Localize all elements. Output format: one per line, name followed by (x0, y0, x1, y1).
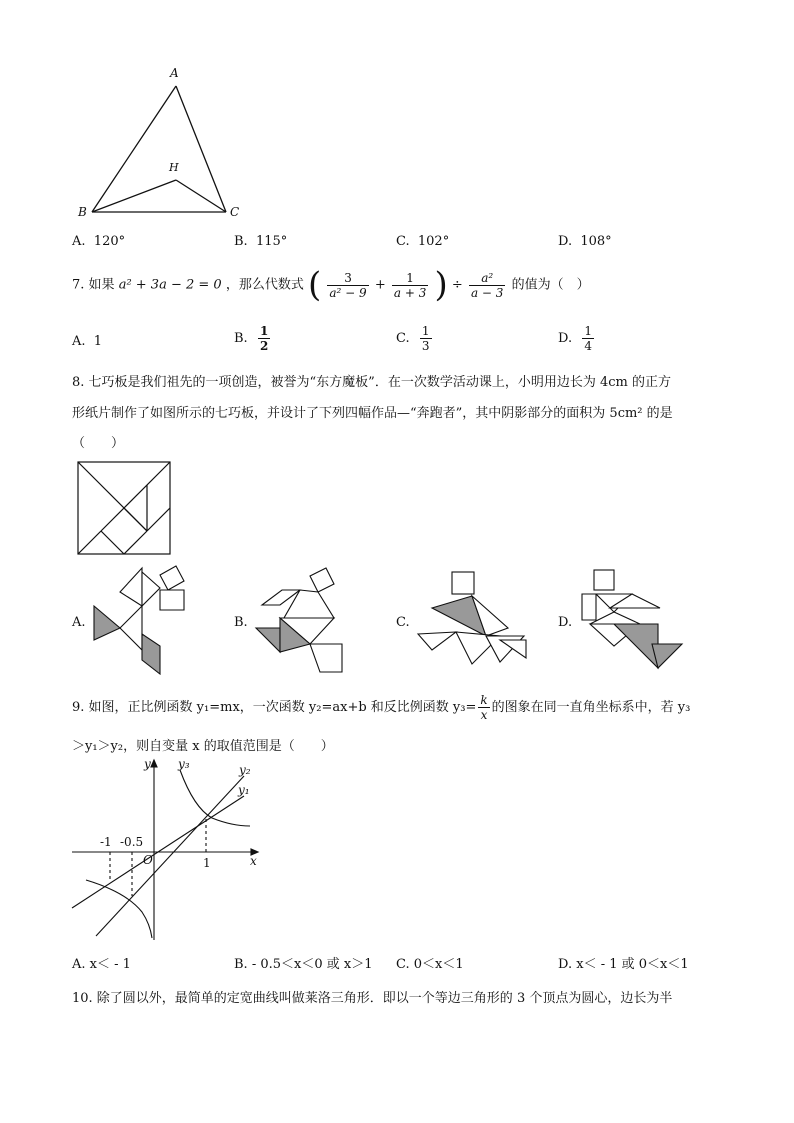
q8-option-c[interactable]: C. (396, 615, 410, 630)
q7-frac3: $\frac{\text{a²}}{a - 3}$ (470, 270, 504, 300)
q7-option-c[interactable]: C. $\frac{1}{3}$ (396, 324, 430, 353)
q8-line2: 形纸片制作了如图所示的七巧板，并设计了下列四幅作品—“奔跑者”，其中阴影部分的面积为 5cm² 的是 (72, 406, 673, 421)
q7-middle: ，那么代数式 (225, 277, 304, 293)
y2-label: y₂ (239, 763, 251, 777)
vertex-label-b: B (78, 205, 87, 219)
y3-label: y₃ (178, 757, 190, 771)
q6-option-b[interactable]: B. 115° (234, 234, 288, 249)
q6-option-a[interactable]: A. 120° (72, 234, 126, 249)
q6-option-d[interactable]: D. 108° (558, 234, 612, 249)
tick-1: 1 (203, 856, 211, 870)
tick-neg1: -1 (100, 835, 112, 849)
q7-option-b[interactable]: B. $\frac{1}{2}$ (234, 324, 269, 353)
q8-line1: 8. 七巧板是我们祖先的一项创造，被誉为“东方魔板”．在一次数学活动课上，小明用边长为 4cm 的正方 (72, 375, 671, 390)
q7-option-d[interactable]: D. $\frac{1}{4}$ (558, 324, 592, 353)
q9-line2: ＞y₁＞y₂，则自变量 x 的取值范围是（ ） (72, 739, 334, 754)
y-axis-arrow (151, 760, 157, 767)
hyperbola-branch-2 (86, 880, 152, 938)
q7-prefix: 7. 如果 (72, 277, 115, 293)
q8-option-b[interactable]: B. (234, 615, 248, 630)
line-y2 (96, 776, 244, 936)
y1-label: y₁ (238, 783, 250, 797)
q7-frac1: $\frac{3}{\text{a² − 9}}$ (329, 270, 367, 300)
q9-option-c[interactable]: C. 0＜x＜1 (396, 957, 464, 972)
q9-line1: 9. 如图，正比例函数 y₁=mx，一次函数 y₂=ax+b 和反比例函数 y₃= $\frac{k}{x}$ 的图象在同一直角坐标系中，若 y₃ (72, 693, 691, 722)
tick-neg05: -0.5 (120, 835, 144, 849)
q9-option-d[interactable]: D. x＜ - 1 或 0＜x＜1 (558, 957, 689, 972)
q8-option-d[interactable]: D. (558, 615, 573, 630)
origin-label: O (143, 853, 153, 867)
q7-suffix: 的值为（ ） (511, 277, 590, 293)
x-axis-label: x (250, 854, 257, 868)
hyperbola-branch-1 (180, 770, 250, 826)
vertex-label-h: H (169, 161, 179, 174)
q7-stem: 7. 如果 a² + 3a − 2 = 0 ，那么代数式 ( $\frac{3}{\text{a² − 9}}$ + $\frac{1}{a + 3}$ ) ÷ $\frac{\text{a²}}{a - 3}$ 的值为（ ） (72, 265, 590, 305)
q9-option-a[interactable]: A. x＜ - 1 (72, 957, 131, 972)
vertex-label-a: A (170, 66, 179, 80)
y-axis-label: y (144, 757, 151, 771)
q8-option-a[interactable]: A. (72, 615, 86, 630)
q7-frac2: $\frac{1}{a + 3}$ (393, 270, 427, 300)
vertex-label-c: C (230, 205, 240, 219)
q8-line3: （ ） (72, 436, 125, 451)
q7-option-a[interactable]: A. 1 (72, 334, 103, 349)
q10-line1: 10. 除了圆以外，最简单的定宽曲线叫做莱洛三角形．即以一个等边三角形的 3 个顶点为圆心，边长为半 (72, 991, 673, 1006)
q9-option-b[interactable]: B. - 0.5＜x＜0 或 x＞1 (234, 957, 373, 972)
q6-option-c[interactable]: C. 102° (396, 234, 450, 249)
q7-condition: a² + 3a − 2 = 0 (118, 277, 222, 293)
